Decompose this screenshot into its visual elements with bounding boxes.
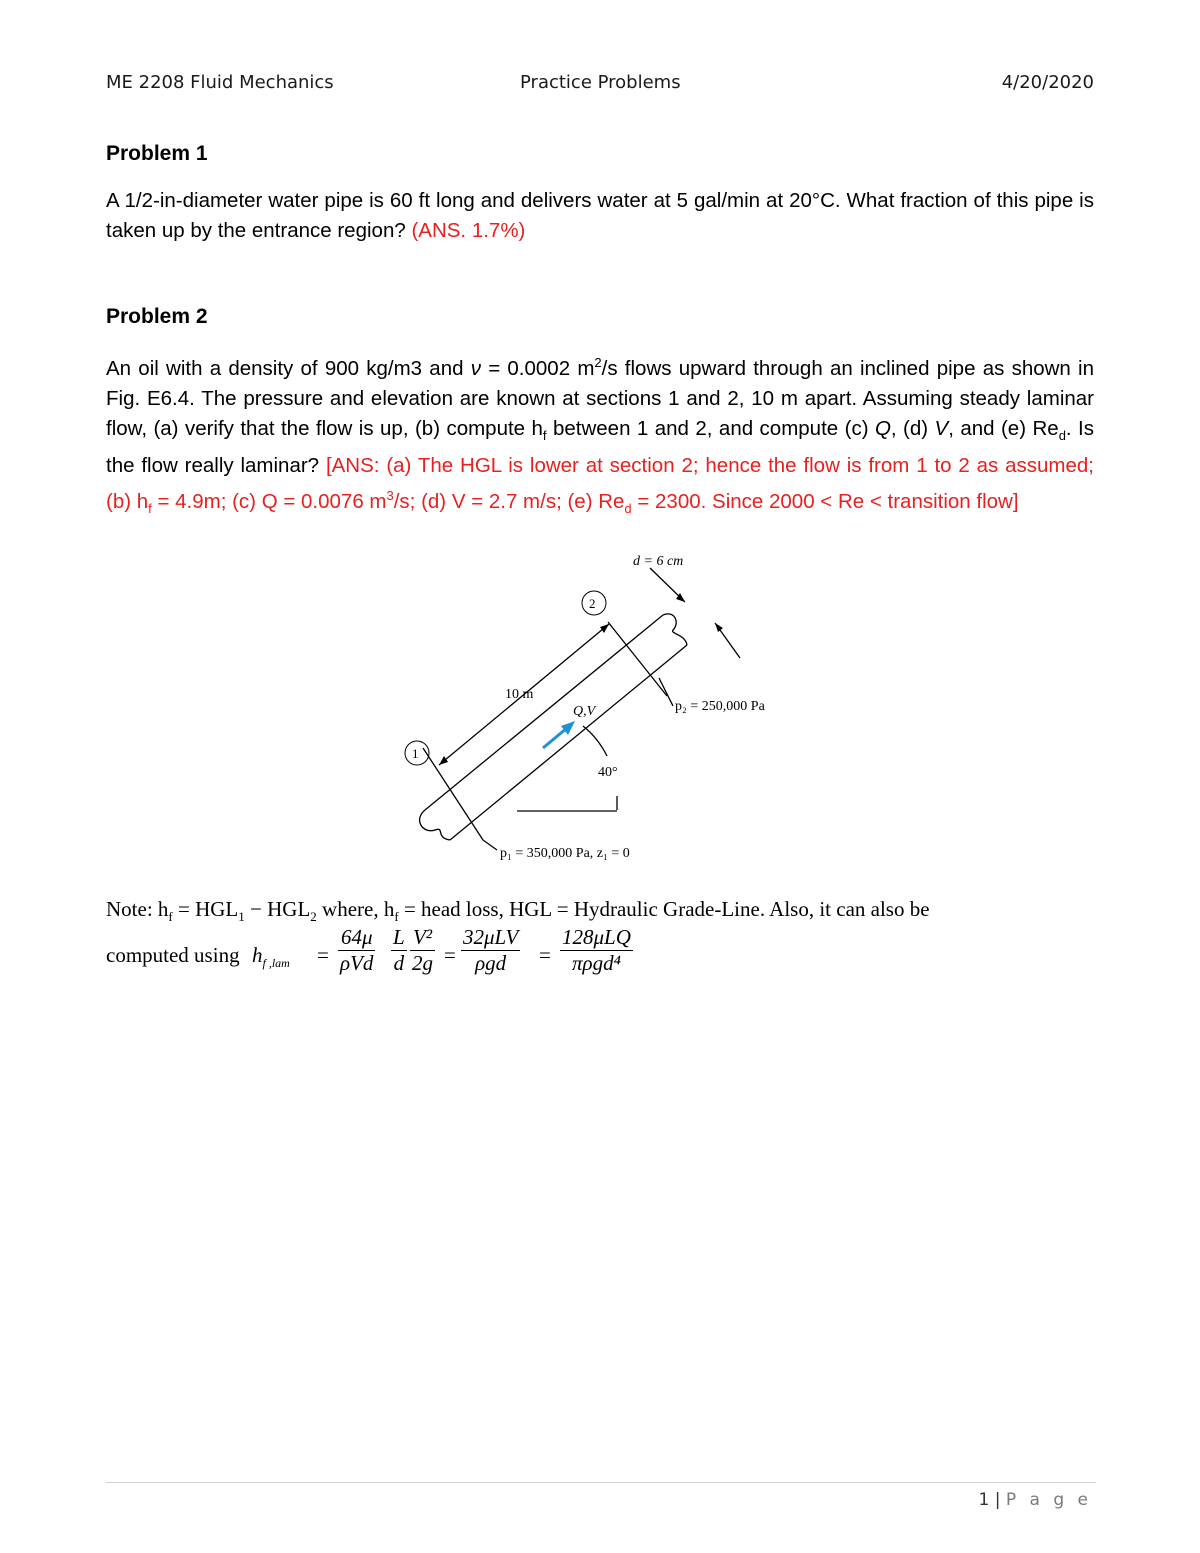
sub: f [394, 909, 399, 925]
p2-seg: , and (e) Re [948, 416, 1059, 440]
ans-seg: = 2300. Since 2000 < Re < transition flow] [631, 489, 1019, 513]
note-seg: = head loss, HGL = Hydraulic Grade-Line. Also, it can also be [398, 897, 930, 921]
pipe-wall-upper [425, 615, 663, 810]
header-date: 4/20/2020 [1001, 72, 1094, 93]
diameter-arrow-head-2 [715, 623, 723, 632]
p2-seg: /s flows upward through an inclined pipe as shown in Fig. E6.4. The pressure and elevation are known at sections 1 and 2, 10 m apart. Assuming steady laminar flow, (a) verify that the flow is up, (b) compute h [106, 356, 1094, 440]
pipe-break-upper [663, 614, 687, 645]
p2-seg: . Is the flow really laminar? [106, 416, 1094, 477]
note-formula [106, 925, 806, 995]
diameter-label: d = 6 cm [633, 554, 684, 569]
fraction-32mulv [461, 925, 520, 976]
note-seg: = HGL [172, 897, 239, 921]
ans-seg: /s; (d) V = 2.7 m/s; (e) Re [393, 489, 625, 513]
q-symbol: Q [874, 416, 891, 440]
problem-2-text [106, 348, 1094, 524]
numerator: 128μLQ [562, 925, 631, 949]
p1-label: p₁ = 350,000 Pa, z₁ = 0 [500, 846, 630, 861]
problem-1-body: A 1/2-in-diameter water pipe is 60 ft long and delivers water at 5 gal/min at 20°C. What fraction of this pipe is taken up by the entrance region? [106, 189, 1094, 242]
note-seg: Note: h [106, 897, 169, 921]
sub: d [1058, 427, 1066, 443]
sup: 2 [594, 355, 602, 370]
p2-seg: = 0.0002 m [480, 356, 595, 380]
length-arrow-head-bottom [439, 756, 448, 765]
fraction-128mulq [560, 925, 633, 976]
footer-divider [106, 1482, 1096, 1483]
header-course: ME 2208 Fluid Mechanics [106, 72, 334, 93]
ans-seg: = 4.9m; (c) Q = 0.0076 m [151, 489, 387, 513]
v-symbol: V [934, 416, 949, 440]
note-seg: where, h [316, 897, 395, 921]
hf-subscript: f ,lam [262, 956, 290, 971]
numerator: 32μLV [463, 925, 519, 949]
denominator: 2g [412, 951, 433, 975]
page-footer [978, 1490, 1092, 1510]
sub: f [168, 909, 173, 925]
length-label: 10 m [505, 687, 534, 702]
section-2-label: 2 [589, 596, 596, 611]
computed-using-label: computed using [106, 943, 240, 967]
hf-letter: h [252, 943, 263, 967]
section-1-label: 1 [412, 746, 419, 761]
angle-arc [583, 726, 607, 756]
angle-label: 40° [598, 765, 618, 780]
p2-seg: , (d) [890, 416, 935, 440]
page-label: P a g e [1005, 1490, 1092, 1510]
header-title: Practice Problems [520, 72, 681, 93]
sub: f [542, 427, 547, 443]
flow-label: Q,V [573, 704, 596, 719]
sub: f [148, 500, 152, 516]
sub: 1 [238, 909, 245, 925]
note-seg: − HGL [244, 897, 311, 921]
p2-seg: between 1 and 2, and compute (c) [546, 416, 875, 440]
sub: d [624, 500, 632, 516]
denominator: ρgd [475, 951, 507, 975]
numerator: 64μ [338, 925, 375, 951]
section-1-line [423, 748, 483, 840]
p1-leader [483, 840, 497, 850]
page-number: 1 [978, 1490, 990, 1510]
sup: 3 [386, 487, 394, 503]
equals-2: = [444, 943, 456, 967]
fraction-l-d [391, 925, 407, 976]
inclined-pipe-figure [395, 548, 815, 878]
nu-symbol: ν [470, 356, 481, 380]
hf-symbol [252, 943, 290, 971]
fraction-64mu [338, 925, 375, 976]
p2-leader [659, 678, 673, 706]
equals-1: = [317, 943, 329, 967]
footer-separator: | [994, 1490, 1001, 1510]
sub: 2 [310, 909, 317, 925]
fraction-v2-2g [410, 925, 435, 976]
denominator: d [393, 951, 405, 975]
pipe-break-lower [420, 810, 450, 840]
denominator: πρgd⁴ [571, 951, 621, 975]
problem-2-title: Problem 2 [106, 305, 208, 328]
numerator: V² [410, 925, 435, 951]
flow-arrow-shaft [543, 728, 567, 748]
length-arrow-head-top [600, 624, 609, 633]
p2-seg: An oil with a density of 900 kg/m3 and [106, 356, 471, 380]
denominator: ρVd [340, 951, 374, 975]
ans-seg: [ANS: (a) The HGL is lower at section 2; hence the flow is from 1 to 2 as assumed; (b) h [106, 453, 1094, 513]
problem-1-title: Problem 1 [106, 142, 208, 165]
problem-1-text [106, 186, 1094, 246]
equals-3: = [539, 943, 551, 967]
problem-1-answer: (ANS. 1.7%) [411, 219, 526, 242]
numerator: L [393, 925, 405, 949]
p2-label: p₂ = 250,000 Pa [675, 699, 765, 714]
